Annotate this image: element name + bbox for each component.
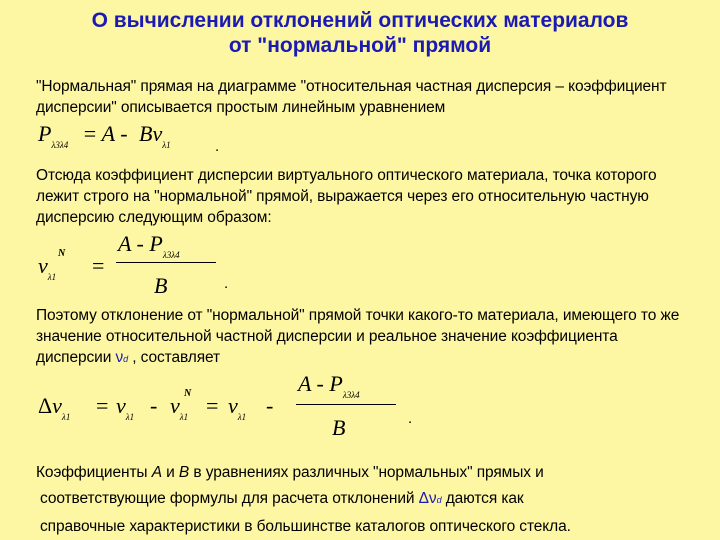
paragraph-coefficients-line2: соответствующие формулы для расчета отклонений Δνd даются как: [40, 490, 524, 507]
eq3-v1: $v_{\lambda 1}$: [116, 393, 135, 422]
eq1-lhs-sub: λ3λ4: [51, 140, 69, 150]
delta-nu-d-symbol: Δν: [418, 490, 437, 507]
eq1-minus: -: [120, 121, 128, 146]
eq1-lhs: P: [38, 121, 52, 146]
eq2-fraction-bar: [116, 262, 216, 263]
equation-normal-line: [38, 122, 171, 157]
page-title: [0, 8, 720, 58]
eq2-lhs: $v_{\lambda 1}$ N: [38, 248, 66, 282]
nu-d-symbol: ν: [115, 349, 124, 366]
eq3-denominator: B: [332, 415, 346, 440]
paragraph-deviation: Поэтому отклонение от "нормальной" прямой точки какого-то материала, имеющего то же значение относительной частной дисперсии и реальное значение коэффициента дисперсии νd , составляет: [36, 307, 680, 366]
eq2-dot: .: [224, 275, 229, 292]
eq3-v-n: $v_{\lambda 1}$ N: [170, 388, 192, 422]
eq1-equals: =: [83, 121, 97, 146]
eq1-a: A: [101, 121, 115, 146]
equation-nu-n: [38, 232, 238, 302]
eq2-denominator: B: [154, 273, 168, 298]
paragraph-virtual-material: Отсюда коэффициент дисперсии виртуального оптического материала, точка которого лежит строго на "нормальной" прямой, выражается через его относительную частную дисперсию следующим образом:: [36, 167, 657, 226]
equation-delta-nu: [38, 372, 418, 442]
eq3-equals-1: =: [96, 393, 109, 418]
paragraph-intro: "Нормальная" прямая на диаграмме "относительная частная дисперсия – коэффициент дисперсии" описывается простым линейным уравнением: [36, 78, 667, 116]
eq3-delta-v: $\Delta v_{\lambda 1}$: [38, 393, 71, 422]
eq2-equals: =: [92, 253, 105, 278]
title-line-2: от "нормальной" прямой: [228, 34, 492, 57]
eq3-fraction-bar: [296, 404, 396, 405]
paragraph-coefficients-line1: Коэффициенты A и B в уравнениях различных "нормальных" прямых и: [36, 464, 544, 481]
title-line-1: О вычислении отклонений оптических материалов: [91, 9, 629, 32]
eq3-v2: $v_{\lambda 1}$: [228, 393, 247, 422]
eq1-b-sub: λ1: [162, 140, 171, 150]
eq1-dot: .: [215, 138, 220, 155]
eq3-equals-2: =: [206, 393, 219, 418]
eq1-b: Bv: [139, 121, 163, 146]
eq3-minus-2: -: [266, 393, 274, 418]
paragraph-coefficients-line3: справочные характеристики в большинстве каталогов оптического стекла.: [40, 518, 571, 535]
eq3-numerator: A - $P_{\lambda 3\lambda 4}$: [298, 371, 360, 400]
eq2-numerator: A - $P_{\lambda 3\lambda 4}$: [118, 231, 180, 260]
eq3-minus-1: -: [150, 393, 158, 418]
eq3-dot: .: [408, 410, 413, 427]
